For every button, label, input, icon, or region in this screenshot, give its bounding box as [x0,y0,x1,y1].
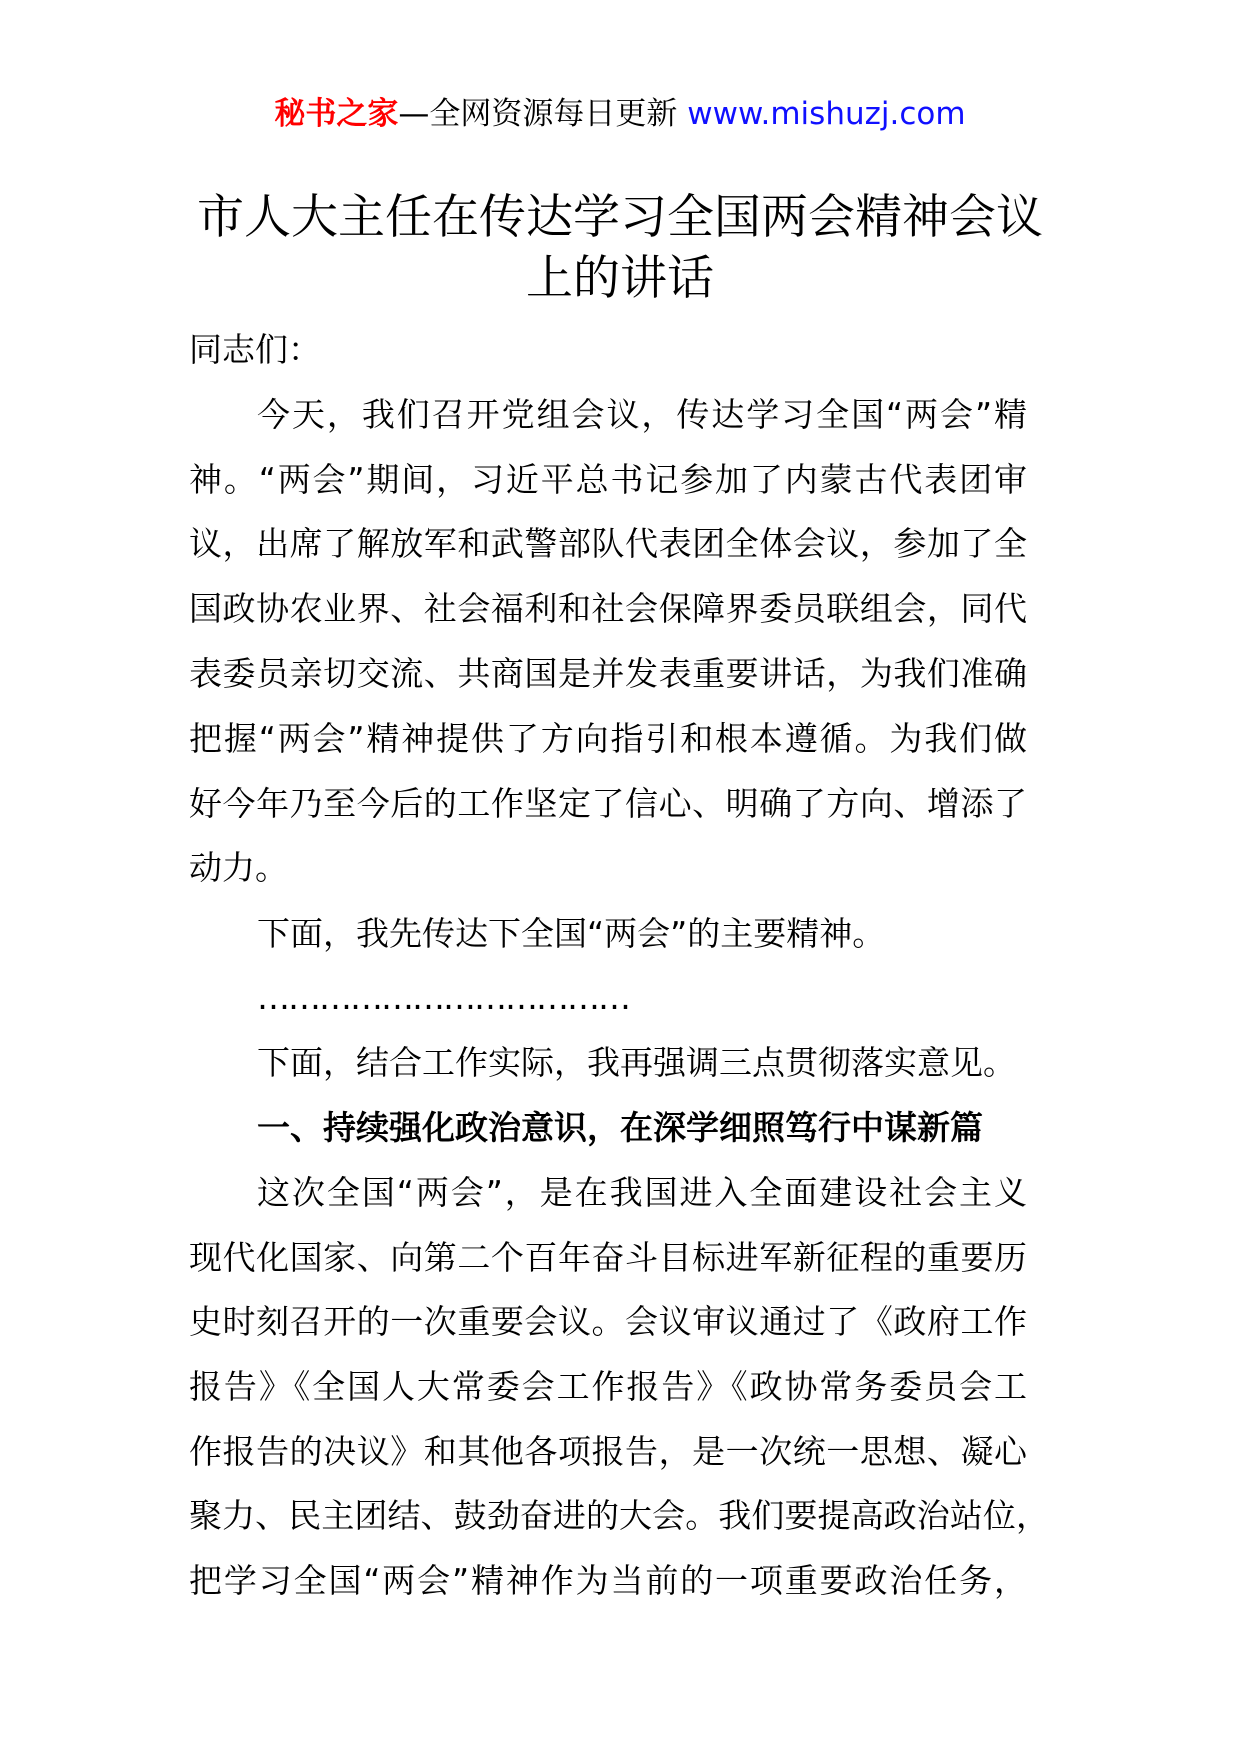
paragraph-line: 现代化国家、向第二个百年奋斗目标进军新征程的重要历 [189,1238,1027,1277]
paragraph-line: 今天，我们召开党组会议，传达学习全国“两会”精 [257,395,1027,434]
header-slogan: —全网资源每日更新 [398,96,688,132]
paragraph-line: 议，出席了解放军和武警部队代表团全体会议，参加了全 [189,524,1027,563]
paragraph-line: 神。“两会”期间，习近平总书记参加了内蒙古代表团审 [189,460,1027,499]
paragraph-line: 下面，我先传达下全国“两会”的主要精神。 [257,914,886,953]
paragraph-line: 作报告的决议》和其他各项报告，是一次统一思想、凝心 [189,1432,1027,1471]
salutation: 同志们： [189,330,321,369]
section-heading: 一、持续强化政治意识，在深学细照笃行中谋新篇 [257,1108,983,1147]
document-title-line-1: 市人大主任在传达学习全国两会精神会议 [197,190,1043,245]
paragraph-line: 好今年乃至今后的工作坚定了信心、明确了方向、增添了 [189,784,1027,823]
document-title-line-2: 上的讲话 [526,251,714,306]
paragraph-line: 报告》《全国人大常委会工作报告》《政协常务委员会工 [189,1367,1027,1406]
paragraph-line: 表委员亲切交流、共商国是并发表重要讲话，为我们准确 [189,654,1027,693]
paragraph-line: 国政协农业界、社会福利和社会保障界委员联组会，同代 [189,589,1027,628]
paragraph-line: 下面，结合工作实际，我再强调三点贯彻落实意见。 [257,1043,1016,1082]
site-header-banner [0,88,1240,133]
ellipsis-line: ……………………………… [257,978,629,1017]
paragraph-line: 史时刻召开的一次重要会议。会议审议通过了《政府工作 [189,1302,1027,1341]
paragraph-line: 聚力、民主团结、鼓劲奋进的大会。我们要提高政治站位， [189,1496,1049,1535]
site-url-link[interactable]: www.mishuzj.com [687,96,966,132]
brand-name: 秘书之家 [274,96,399,132]
paragraph-line: 这次全国“两会”，是在我国进入全面建设社会主义 [257,1173,1027,1212]
paragraph-line: 动力。 [189,848,288,887]
paragraph-line: 把握“两会”精神提供了方向指引和根本遵循。为我们做 [189,719,1027,758]
paragraph-line: 把学习全国“两会”精神作为当前的一项重要政治任务， [189,1561,1027,1600]
